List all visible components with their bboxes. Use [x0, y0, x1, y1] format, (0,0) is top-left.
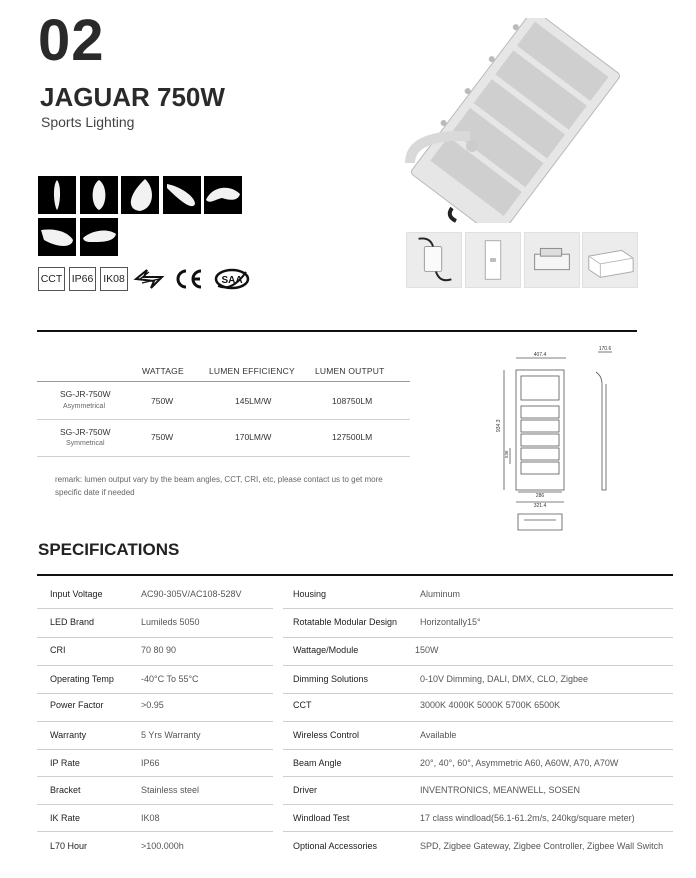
spec-label: LED Brand [50, 617, 95, 627]
spec-row-divider [283, 665, 673, 666]
row2-efficiency: 170LM/W [235, 432, 272, 442]
spec-row-divider [283, 804, 673, 805]
dim-inner-width: 286 [535, 493, 545, 499]
spec-row-divider [37, 608, 273, 609]
spec-value: Aluminum [420, 589, 461, 599]
row1-model: SG-JR-750W [60, 389, 111, 399]
spec-label: Housing [293, 589, 327, 599]
spec-value: -40°C To 55°C [141, 674, 199, 684]
spec-row-divider [283, 776, 673, 777]
ip66-badge: IP66 [69, 267, 96, 291]
spec-value: AC90-305V/AC108-528V [141, 589, 242, 599]
beam-wide-icon [121, 176, 159, 214]
row1-wattage: 750W [151, 396, 174, 406]
spec-value: Lumileds 5050 [141, 617, 200, 627]
remark-line-2: specific date if needed [55, 488, 135, 497]
spec-label: Optional Accessories [293, 841, 378, 851]
col-header-wattage: WATTAGE [142, 366, 184, 376]
spec-value: IK08 [141, 813, 160, 823]
spec-value: Available [420, 730, 457, 740]
spec-value: Horizontally15° [420, 617, 481, 627]
spec-row-divider [283, 831, 673, 832]
spec-label: Wireless Control [293, 730, 360, 740]
spec-label: CCT [293, 700, 312, 710]
saa-icon [212, 266, 252, 292]
spec-value: 0-10V Dimming, DALI, DMX, CLO, Zigbee [420, 674, 589, 684]
table-top-rule [37, 330, 637, 332]
specifications-heading: SPECIFICATIONS [38, 540, 180, 559]
table-header-rule [37, 381, 410, 382]
spec-label: Beam Angle [293, 758, 342, 768]
product-image [400, 18, 640, 223]
spec-label: L70 Hour [50, 841, 88, 851]
spec-value: IP66 [141, 758, 160, 768]
spec-row-divider [37, 831, 273, 832]
row2-type: Symmetrical [66, 440, 105, 447]
row2-model: SG-JR-750W [60, 427, 111, 437]
spec-row-divider [283, 693, 673, 694]
spec-row-divider [37, 749, 273, 750]
spec-row-divider [37, 637, 273, 638]
dim-width-top: 407.4 [533, 352, 547, 358]
spec-label: Driver [293, 785, 317, 795]
spec-value: 5 Yrs Warranty [141, 730, 201, 740]
spec-label: Input Voltage [50, 589, 103, 599]
spec-label: Warranty [50, 730, 87, 740]
row-divider [37, 456, 410, 457]
spec-label: IK Rate [50, 813, 81, 823]
col-header-output: LUMEN OUTPUT [315, 366, 385, 376]
spec-value: Stainless steel [141, 785, 200, 795]
spec-label: Operating Temp [50, 674, 114, 684]
spec-row-divider [283, 749, 673, 750]
row1-efficiency: 145LM/W [235, 396, 272, 406]
dim-height: 934.3 [496, 419, 502, 432]
cct-badge: CCT [38, 267, 65, 291]
row2-wattage: 750W [151, 432, 174, 442]
specs-top-rule [37, 574, 673, 576]
spec-value: 70 80 90 [141, 645, 177, 655]
beam-medium-icon [80, 176, 118, 214]
wall-box-icon [465, 232, 521, 288]
spec-value: INVENTRONICS, MEANWELL, SOSEN [420, 785, 581, 795]
spec-row-divider [37, 721, 273, 722]
spec-label: Bracket [50, 785, 81, 795]
dim-bottom-width: 321.4 [533, 503, 547, 509]
dim-inner-height: 536 [504, 450, 509, 458]
spec-value: >0.95 [141, 700, 164, 710]
beam-asym-a60w-icon [204, 176, 242, 214]
spec-label: IP Rate [50, 758, 80, 768]
beam-asym-a70w-icon [80, 218, 118, 256]
beam-asym-a70-icon [38, 218, 76, 256]
col-header-efficiency: LUMEN EFFICIENCY [209, 366, 295, 376]
spec-value: 150W [415, 645, 439, 655]
spec-row-divider [37, 665, 273, 666]
spec-value: >100.000h [141, 841, 184, 851]
svg-text:SAA: SAA [221, 275, 243, 286]
spec-label: Dimming Solutions [293, 674, 369, 684]
spec-row-divider [283, 721, 673, 722]
spec-label: Windload Test [293, 813, 350, 823]
controller-box-icon [582, 232, 638, 288]
section-number: 02 [38, 8, 105, 73]
ik08-badge: IK08 [100, 267, 128, 291]
ce-mark-icon [172, 266, 204, 292]
dimension-drawing [496, 344, 646, 540]
remark-line-1: remark: lumen output vary by the beam angles, CCT, CRI, etc, please contact us to get more [55, 475, 383, 484]
spec-value: SPD, Zigbee Gateway, Zigbee Controller, Zigbee Wall Switch [420, 841, 664, 851]
spec-row-divider [37, 776, 273, 777]
dim-side-top: 170.6 [598, 346, 612, 352]
spec-row-divider [283, 608, 673, 609]
gateway-module-icon [524, 232, 580, 288]
beam-asym-a60-icon [163, 176, 201, 214]
product-title: JAGUAR 750W [40, 82, 225, 112]
row1-output: 108750LM [332, 396, 373, 406]
spec-value: 20°, 40°, 60°, Asymmetric A60, A60W, A70, A70W [420, 758, 619, 768]
row1-type: Asymmetrical [63, 403, 106, 410]
driver-cable-icon [406, 232, 462, 288]
beam-narrow-icon [38, 176, 76, 214]
spec-label: Rotatable Modular Design [293, 617, 398, 627]
row2-output: 127500LM [332, 432, 373, 442]
row-divider [37, 419, 410, 420]
spec-label: Power Factor [50, 700, 104, 710]
spec-value: 17 class windload(56.1-61.2m/s, 240kg/square meter) [420, 813, 635, 823]
spec-value: 3000K 4000K 5000K 5700K 6500K [420, 700, 561, 710]
spec-row-divider [283, 637, 673, 638]
ce-bolt-icon [133, 266, 165, 292]
spec-label: CRI [50, 645, 66, 655]
spec-row-divider [37, 804, 273, 805]
product-subtitle: Sports Lighting [41, 114, 135, 130]
remark-text [55, 473, 415, 499]
spec-label: Wattage/Module [293, 645, 359, 655]
spec-row-divider [37, 693, 273, 694]
